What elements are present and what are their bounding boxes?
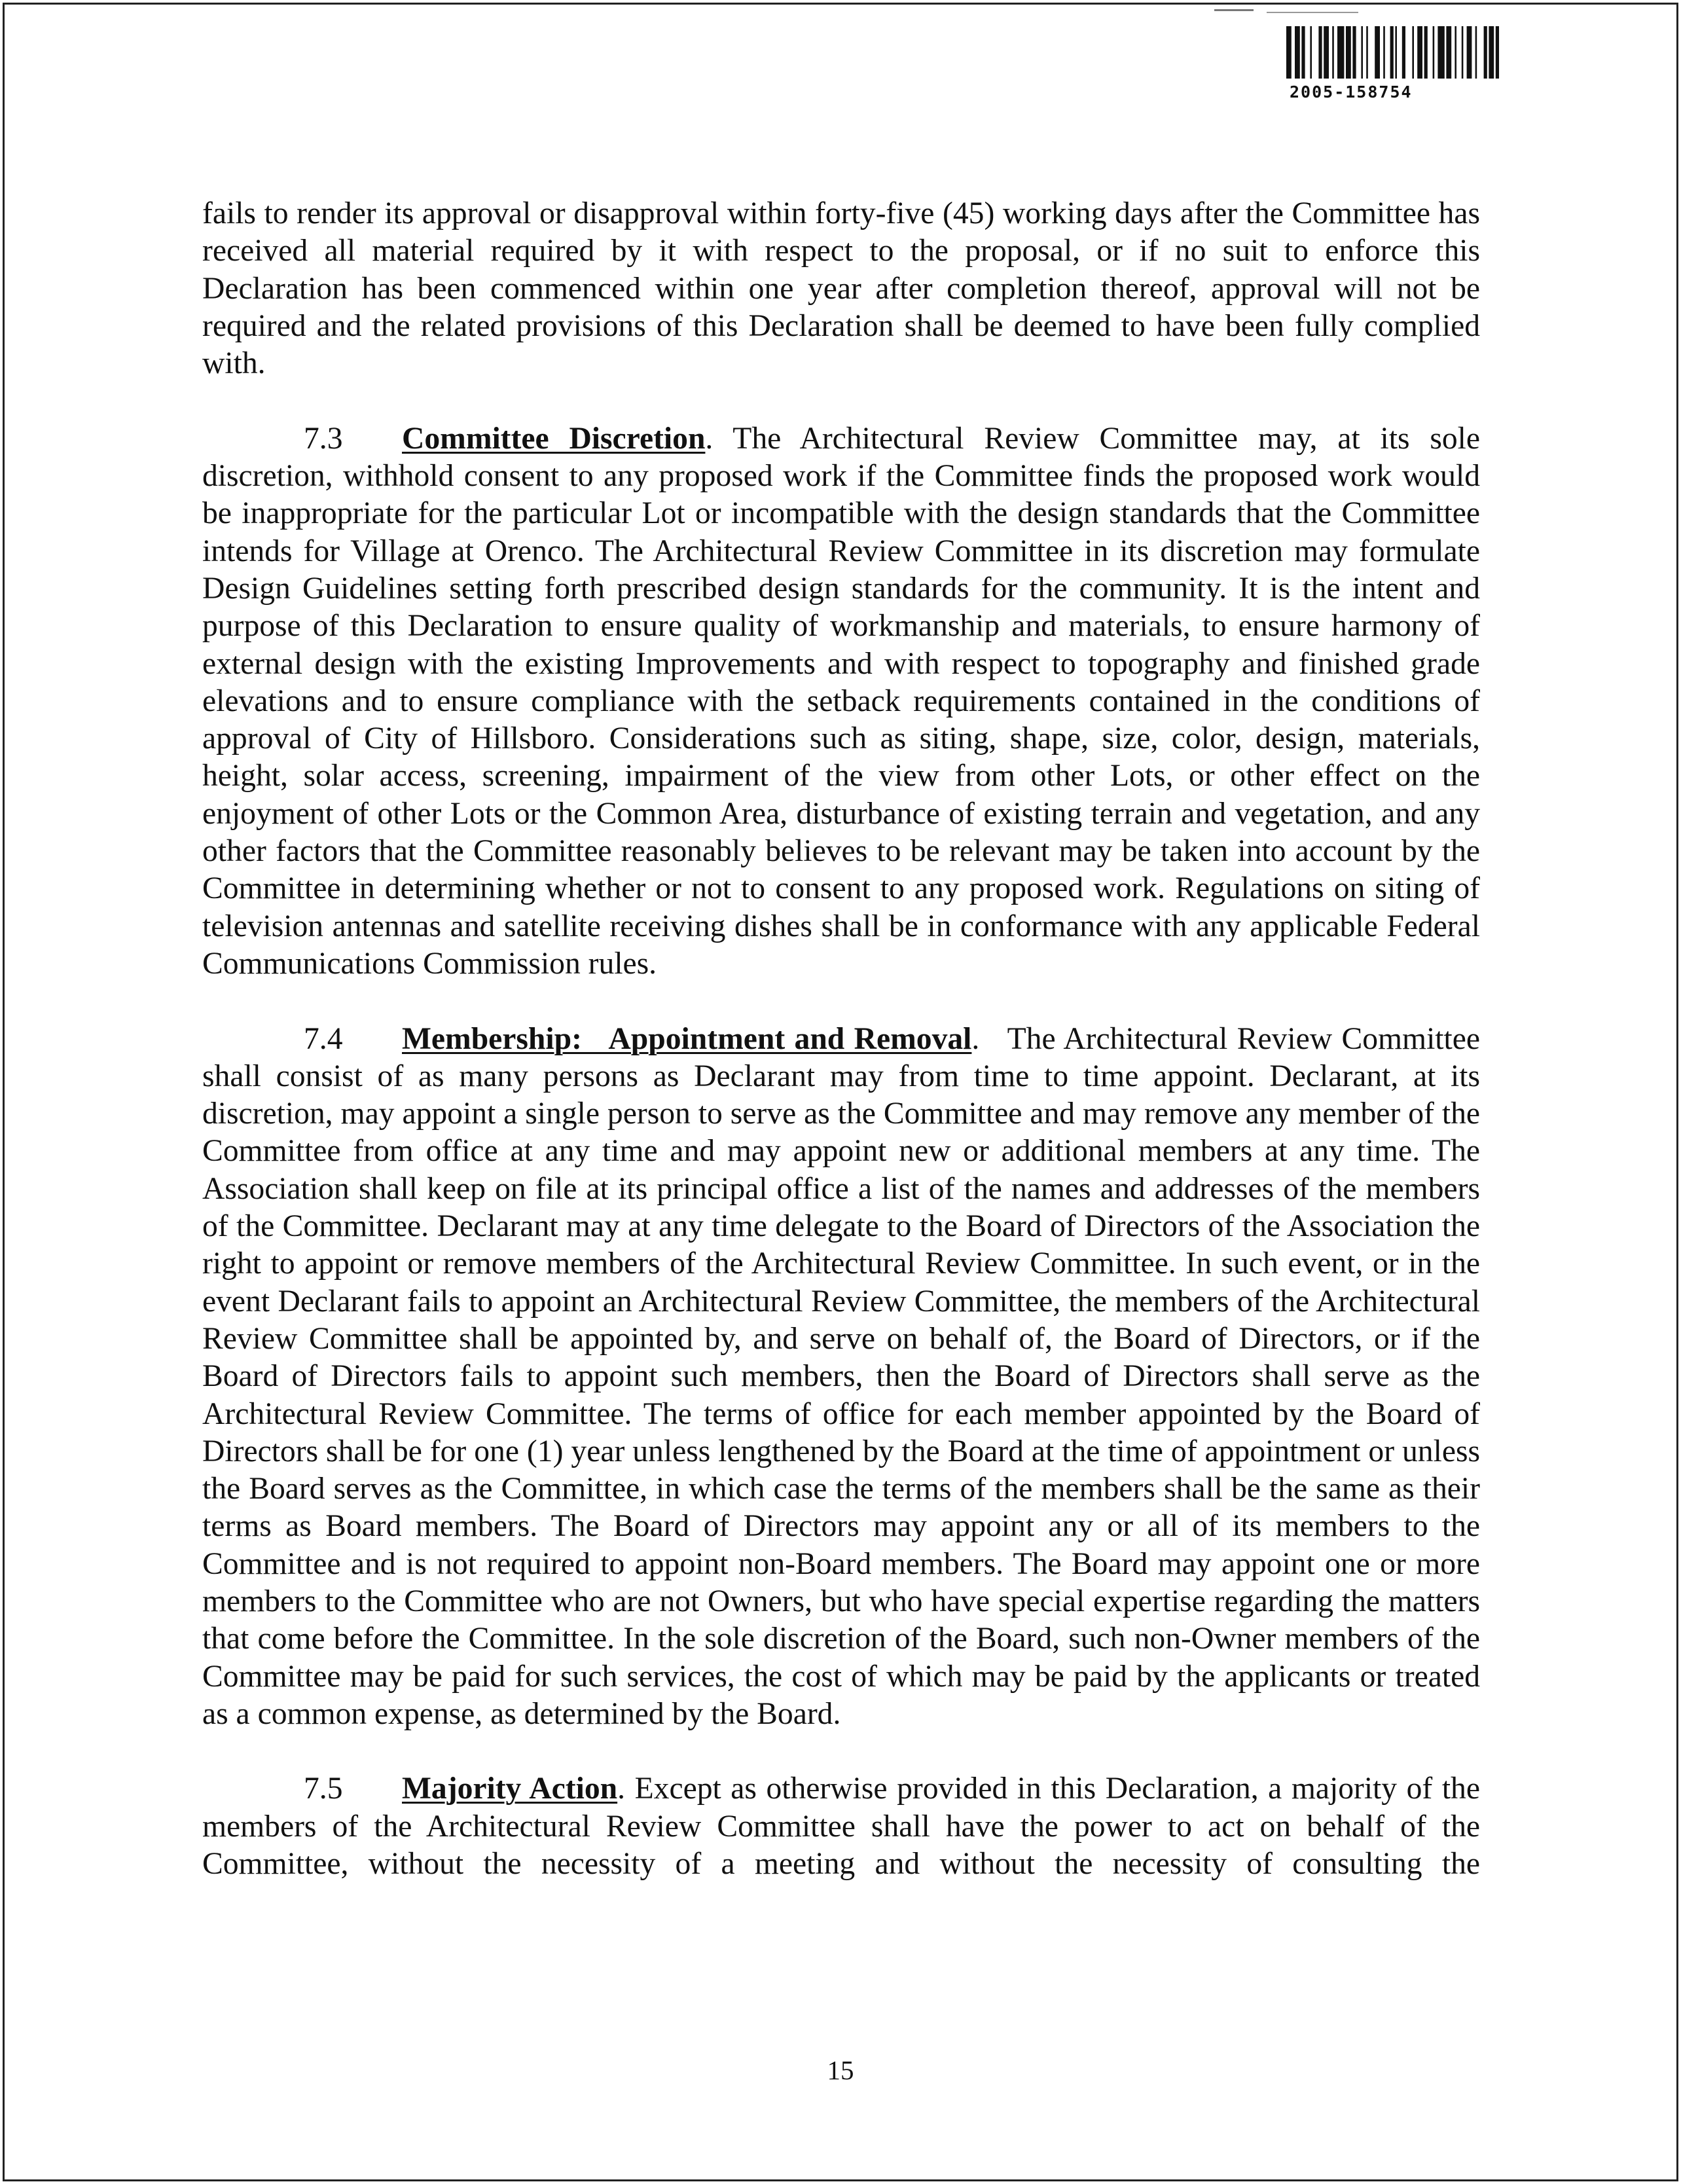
section-7-4 (202, 1021, 1480, 1734)
barcode-bar (1318, 26, 1322, 79)
heading-period: . (705, 421, 714, 456)
section-number: 7.4 (304, 1021, 343, 1056)
heading-period: . (971, 1021, 980, 1056)
section-heading: Majority Action (402, 1772, 618, 1806)
barcode-bar (1390, 26, 1394, 79)
barcode-bar (1424, 26, 1428, 79)
barcode-bar (1484, 26, 1487, 79)
barcode-bar (1489, 26, 1494, 79)
section-heading: Membership: Appointment and Removal (402, 1021, 972, 1056)
recording-number: 2005-158754 (1290, 82, 1413, 101)
section-number: 7.3 (304, 421, 343, 456)
barcode-bar (1395, 26, 1397, 79)
barcode-bar (1286, 26, 1292, 79)
barcode-bar (1417, 26, 1422, 79)
paragraph-text: The Architectural Review Committee may, at its sole discretion, withhold consent to any proposed work if the Committee finds the proposed work would be inappropriate for the particular Lot or incompatible with the design standards that the Committee intends for Village at Orenco. The Architectural Review Committee in its discretion may formulate Design Guidelines setting forth prescribed design standards for the community. It is the intent and purpose of this Declaration to ensure quality of workmanship and materials, to ensure harmony of external design with the existing Improvements and with respect to topography and finished grade elevations and to ensure compliance with the setback requirements contained in the conditions of approval of City of Hillsboro. Considerations such as siting, shape, size, color, design, materials, height, solar access, screening, impairment of the view from other Lots, or other effect on the enjoyment of other Lots or the Common Area, disturbance of existing terrain and vegetation, and any other factors that the Committee reasonably believes to be relevant may be taken into account by the Committee in determining whether or not to consent to any proposed work. Regulations on siting of television antennas and satellite receiving dishes shall be in conformance with any applicable Federal Communications Commission rules. (202, 421, 1480, 981)
barcode-bar (1437, 26, 1444, 79)
section-7-3 (202, 420, 1480, 983)
barcode-bar (1337, 26, 1344, 79)
barcode-bar (1301, 26, 1305, 79)
document-body (202, 195, 1480, 1921)
section-heading: Committee Discretion (402, 421, 706, 456)
barcode-bar (1383, 26, 1385, 79)
heading-period: . (617, 1772, 626, 1806)
barcode-bar (1402, 26, 1405, 79)
paragraph-continuation (202, 195, 1480, 382)
barcode-bar (1295, 26, 1300, 79)
paragraph-text: fails to render its approval or disapproval within forty-five (45) working days after the Committee has received all material required by it with respect to the proposal, or if no suit to enforce this Declaration has been commenced within one year after completion thereof, approval will not be required and the related provisions of this Declaration shall be deemed to have been fully complied with. (202, 196, 1480, 381)
barcode-bar (1433, 26, 1435, 79)
barcode-bar (1375, 26, 1380, 79)
barcode-bar (1346, 26, 1351, 79)
barcode-bar (1361, 26, 1363, 79)
scan-artifact (1214, 9, 1254, 11)
barcode-bar (1462, 26, 1464, 79)
barcode-bar (1352, 26, 1356, 79)
page-number: 15 (827, 2055, 854, 2085)
barcode-bar (1310, 26, 1312, 79)
scan-artifact (1267, 12, 1358, 13)
barcode-bar (1467, 26, 1472, 79)
paragraph-text: Except as otherwise provided in this Declaration, a majority of the members of the Architectural Review Committee shall have the power to act on behalf of the Committee, without the necessity of a meeting and without the necessity of consulting the (202, 1772, 1480, 1882)
barcode-bar (1324, 26, 1329, 79)
barcode-bar (1412, 26, 1414, 79)
barcode-bar (1366, 26, 1368, 79)
section-7-5 (202, 1770, 1480, 1883)
barcode-bar (1455, 26, 1456, 79)
barcode-bar (1332, 26, 1334, 79)
barcode-bars (1286, 26, 1581, 79)
paragraph-text: The Architectural Review Committee shall consist of as many persons as Declarant may from time to time appoint. Declarant, at its discretion, may appoint a single person to serve as the Committee and may remove any member of the Committee from office at any time and may appoint new or additional members at any time. The Association shall keep on file at its principal office a list of the names and addresses of the members of the Committee. Declarant may at any time delegate to the Board of Directors of the Association the right to appoint or remove members of the Architectural Review Committee. In such event, or in the event Declarant fails to appoint an Architectural Review Committee, the members of the Architectural Review Committee shall be appointed by, and serve on behalf of, the Board of Directors, or if the Board of Directors fails to appoint such members, then the Board of Directors shall serve as the Architectural Review Committee. The terms of office for each member appointed by the Board of Directors shall be for one (1) year unless lengthened by the Board at the time of appointment or unless the Board serves as the Committee, in which case the terms of the members shall be the same as their terms as Board members. The Board of Directors may appoint any or all of its members to the Committee and is not required to appoint non-Board members. The Board may appoint one or more members to the Committee who are not Owners, but who have special expertise regarding the matters that come before the Committee. In the sole discretion of the Board, such non-Owner members of the Committee may be paid for such services, the cost of which may be paid by the applicants or treated as a common expense, as determined by the Board. (202, 1021, 1480, 1731)
barcode-bar (1496, 26, 1499, 79)
barcode-bar (1446, 26, 1451, 79)
barcode-bar (1475, 26, 1477, 79)
section-number: 7.5 (304, 1772, 343, 1806)
